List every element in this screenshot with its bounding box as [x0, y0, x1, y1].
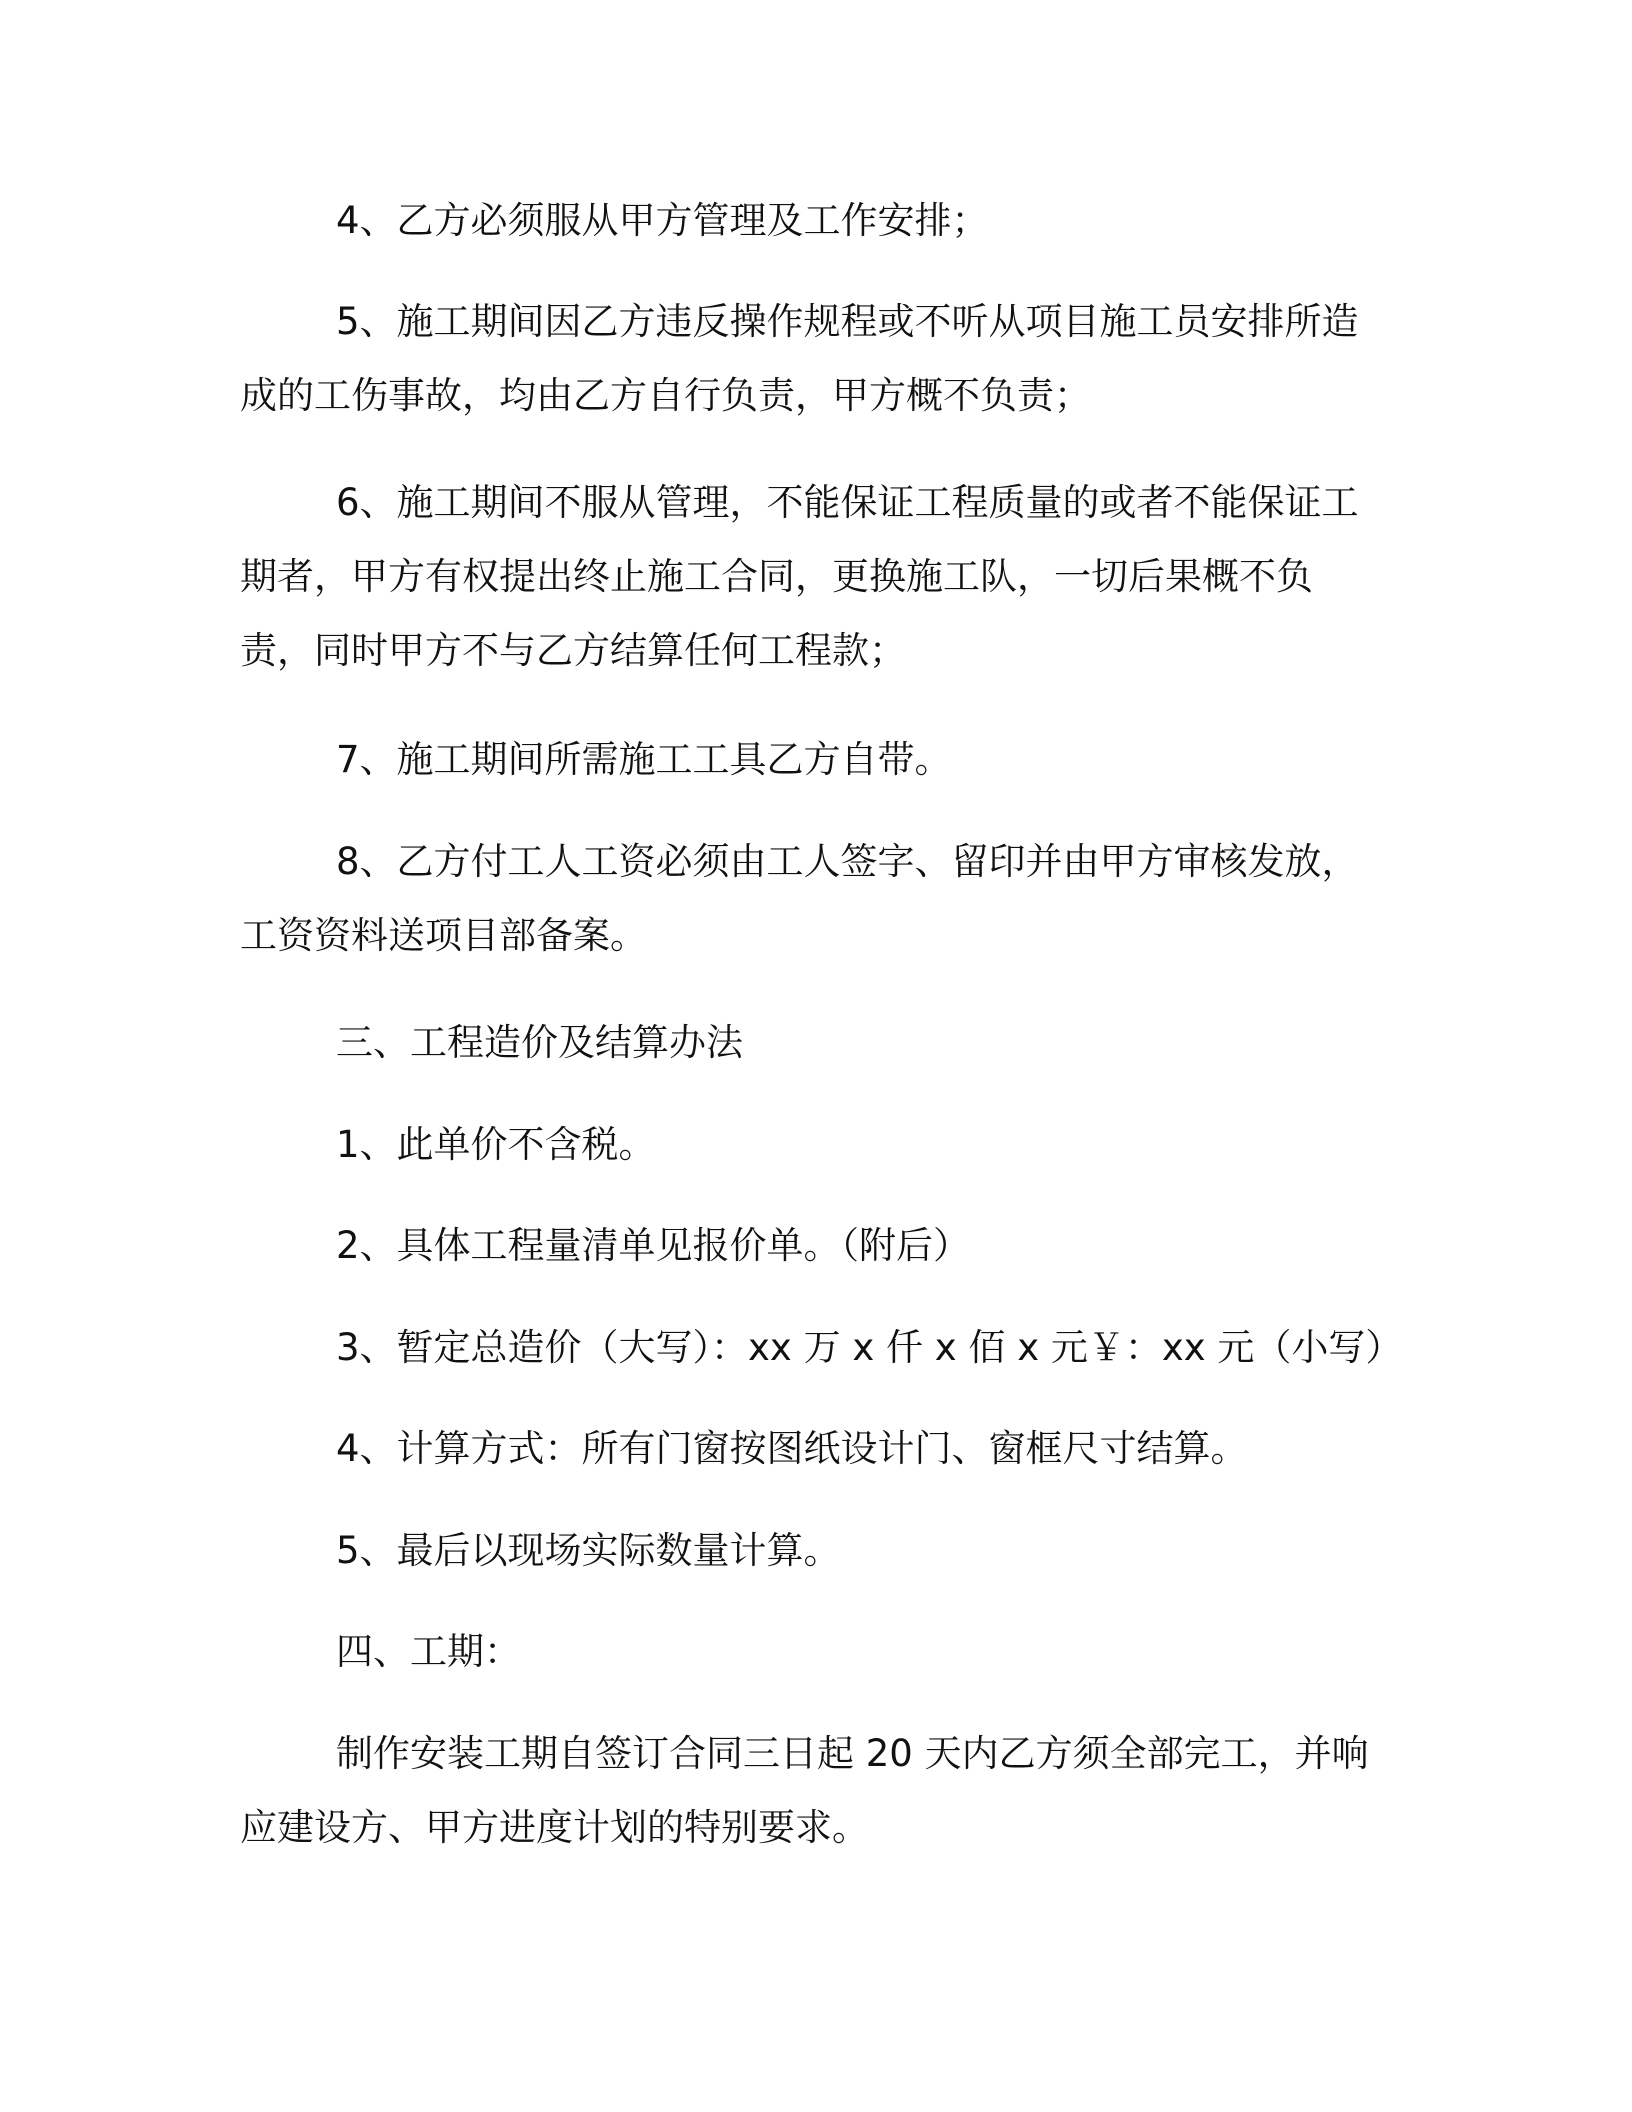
paragraph-3-2: 2、具体工程量清单见报价单。（附后）	[336, 1224, 971, 1267]
paragraph-8: 8、乙方付工人工资必须由工人签字、留印并由甲方审核发放，工资资料送项目部备案。	[240, 840, 1359, 957]
section-heading-4: 四、工期：	[336, 1630, 521, 1673]
paragraph-4: 4、乙方必须服从甲方管理及工作安排；	[336, 199, 989, 242]
paragraph-3-5: 5、最后以现场实际数量计算。	[336, 1529, 841, 1572]
section-heading-3: 三、工程造价及结算办法	[336, 1021, 743, 1064]
paragraph-5: 5、施工期间因乙方违反操作规程或不听从项目施工员安排所造成的工伤事故，均由乙方自行负责，甲方概不负责；	[240, 300, 1359, 417]
paragraph-3-3: 3、暂定总造价（大写）：xx 万 x 仟 x 佰 x 元￥：xx 元（小写）	[336, 1326, 1403, 1369]
paragraph-3-1: 1、此单价不含税。	[336, 1123, 656, 1166]
paragraph-7: 7、施工期间所需施工工具乙方自带。	[336, 738, 952, 781]
paragraph-4-schedule: 制作安装工期自签订合同三日起 20 天内乙方须全部完工，并响应建设方、甲方进度计划的特别要求。	[240, 1732, 1369, 1849]
paragraph-6: 6、施工期间不服从管理，不能保证工程质量的或者不能保证工期者，甲方有权提出终止施工合同，更换施工队，一切后果概不负责，同时甲方不与乙方结算任何工程款；	[240, 481, 1359, 672]
paragraph-3-4: 4、计算方式：所有门窗按图纸设计门、窗框尺寸结算。	[336, 1427, 1248, 1470]
